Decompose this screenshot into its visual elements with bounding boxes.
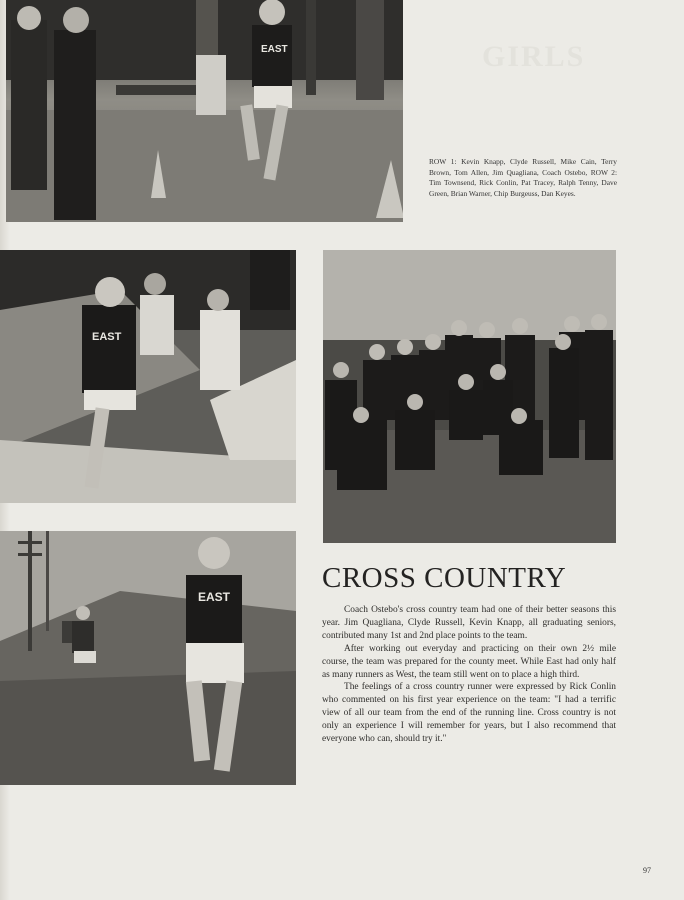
article-paragraph: After working out everyday and practicing on their own 2½ mile course, the team was prepared for the county meet. While East had only half as many runners as West, the team still went on to place a high third. — [322, 643, 616, 680]
top-runner-jersey-text: EAST — [261, 44, 288, 55]
mid-runner-jersey-text: EAST — [92, 331, 122, 343]
article-body — [322, 604, 616, 746]
photo-runner-woods — [6, 0, 403, 222]
bottom-runner-jersey-text: EAST — [198, 590, 231, 604]
photo-runners-trail — [0, 250, 296, 503]
photo-team-group — [323, 250, 616, 543]
page-number: 97 — [643, 866, 651, 875]
article-paragraph: The feelings of a cross country runner were expressed by Rick Conlin who commented on his first year experience on the team: "I had a terrific view of all our team from the end of the running line. Cross country is not only an experience I will remember for years, but I also recommend that everyone who can, should try it." — [322, 682, 616, 745]
photo-runner-hill — [0, 531, 296, 785]
team-photo-caption: ROW 1: Kevin Knapp, Clyde Russell, Mike Cain, Terry Brown, Tom Allen, Jim Quagliana, Coach Ostebo, ROW 2: Tim Townsend, Rick Conlin, Pat Tracey, Ralph Tenny, Dave Green, Brian Warner, Chip Burgeuss, Dan Keyes. — [429, 157, 617, 198]
article-paragraph: Coach Ostebo's cross country team had one of their better seasons this year. Jim Quagliana, Clyde Russell, Kevin Knapp, all graduating seniors, contributed many 1st and 2nd place points to the team. — [322, 605, 616, 641]
article-title: CROSS COUNTRY — [322, 562, 567, 594]
bleed-through-heading: GIRLS — [482, 40, 586, 73]
